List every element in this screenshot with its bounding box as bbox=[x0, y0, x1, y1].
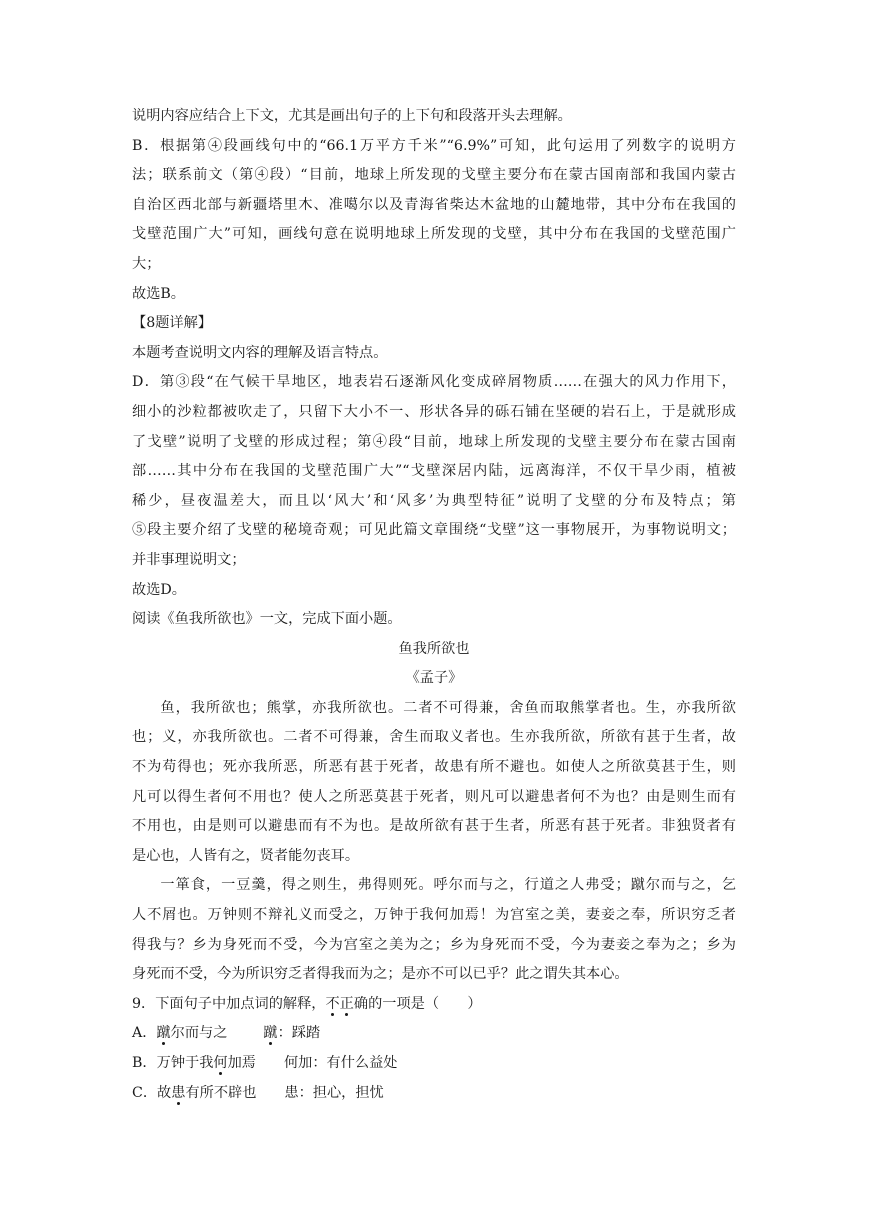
passage-line: 一箪食，一豆羹，得之则生，弗得则死。呼尔而与之，行道之人弗受；蹴尔而与之，乞 bbox=[160, 877, 736, 894]
passage-line: 得我与？乡为身死而不受，今为宫室之美为之；乡为身死而不受，今为妻妾之奉为之；乡为 bbox=[132, 936, 736, 953]
paragraph-line: 戈壁范围广大”可知，画线句意在说明地球上所发现的戈壁，其中分布在我国的戈壁范围广 bbox=[132, 226, 736, 243]
paragraph-line: 大； bbox=[132, 255, 161, 272]
q9-stem-after: 确的一项是（ ） bbox=[353, 995, 482, 1012]
option-a-meaning: ：踩踏 bbox=[277, 1025, 321, 1042]
option-b-phrase-1: 万钟于我 bbox=[156, 1055, 214, 1071]
paragraph-line: 说明内容应结合上下文，尤其是画出句子的上下句和段落开头去理解。 bbox=[132, 108, 572, 124]
option-b-dotted: 何 bbox=[213, 1055, 228, 1071]
paragraph-line: 细小的沙粒都被吹走了，只留下大小不一、形状各异的砾石铺在坚硬的岩石上，于是就形成 bbox=[132, 403, 736, 420]
passage-line: 不用也，由是则可以避患而有不为也。是故所欲有甚于生者，所恶有甚于死者。非独贤者有 bbox=[132, 818, 736, 835]
q9-stem-dotted-2: 正 bbox=[339, 995, 354, 1012]
reading-instruction: 阅读《鱼我所欲也》一文，完成下面小题。 bbox=[132, 611, 402, 628]
paragraph-line: B．根据第④段画线句中的“66.1万平方千米”“6.9%”可知，此句运用了列数字的说明方 bbox=[132, 137, 736, 154]
passage-line: 也；义，亦我所欲也。二者不可得兼，舍生而取义者也。生亦我所欲，所欲有甚于生者，故 bbox=[132, 729, 736, 746]
paragraph-line: 法；联系前文（第④段）“目前，地球上所发现的戈壁主要分布在蒙古国南部和我国内蒙古 bbox=[132, 167, 736, 184]
paragraph-line: ⑤段主要介绍了戈壁的秘境奇观；可见此篇文章围绕“戈壁”这一事物展开，为事物说明文； bbox=[132, 522, 736, 539]
paragraph-line: 自治区西北部与新疆塔里木、准噶尔以及青海省柴达木盆地的山麓地带，其中分布在我国的 bbox=[132, 196, 736, 213]
option-b-phrase-2: 加焉 bbox=[227, 1055, 256, 1071]
paragraph-line: D．第③段“在气候干旱地区，地表岩石逐渐风化变成碎屑物质……在强大的风力作用下， bbox=[132, 374, 736, 391]
option-c-phrase-1: 故 bbox=[157, 1084, 172, 1101]
answer-line: 故选D。 bbox=[132, 581, 186, 598]
passage-author: 《孟子》 bbox=[405, 670, 463, 687]
passage-line: 凡可以得生者何不用也？使人之所恶莫甚于死者，则凡可以避患者何不为也？由是则生而有 bbox=[132, 788, 736, 805]
q9-stem-dotted-1: 不 bbox=[325, 995, 340, 1012]
question-9-stem bbox=[132, 990, 736, 1020]
paragraph-line: 了戈壁”说明了戈壁的形成过程；第④段“目前，地球上所发现的戈壁主要分布在蒙古国南 bbox=[132, 433, 736, 450]
option-a-phrase: 尔而与之 bbox=[170, 1025, 228, 1042]
passage-line: 人不屑也。万钟则不辩礼义而受之，万钟于我何加焉！为宫室之美，妻妾之奉，所识穷乏者 bbox=[132, 907, 736, 924]
option-a-label: A． bbox=[132, 1025, 157, 1042]
section-heading: 【8题详解】 bbox=[132, 315, 212, 332]
document-body bbox=[132, 102, 736, 1108]
passage-line: 身死而不受，今为所识穷乏者得我而为之；是亦不可以已乎？此之谓失其本心。 bbox=[132, 966, 629, 983]
option-c-explanation: 患：担心，担忧 bbox=[284, 1084, 384, 1101]
passage-line: 是心也，人皆有之，贤者能勿丧耳。 bbox=[132, 847, 360, 864]
option-a-term: 蹴 bbox=[263, 1025, 278, 1042]
paragraph-line: 并非事理说明文； bbox=[132, 551, 246, 568]
passage-title: 鱼我所欲也 bbox=[398, 640, 470, 657]
answer-line: 故选B。 bbox=[132, 285, 185, 302]
passage-line: 鱼，我所欲也；熊掌，亦我所欲也。二者不可得兼，舍鱼而取熊掌者也。生，亦我所欲 bbox=[160, 699, 736, 716]
paragraph-line: 稀少，昼夜温差大，而且以‘风大’和‘风多’为典型特征”说明了戈壁的分布及特点；第 bbox=[132, 492, 736, 509]
passage-line: 不为苟得也；死亦我所恶，所恶有甚于死者，故患有所不避也。如使人之所欲莫甚于生，则 bbox=[132, 759, 736, 776]
option-a-dotted: 蹴 bbox=[156, 1025, 171, 1042]
option-c-phrase-2: 有所不辟也 bbox=[185, 1084, 257, 1101]
paragraph-line: 部……其中分布在我国的戈壁范围广大”“戈壁深居内陆，远离海洋，不仅干旱少雨，植被 bbox=[132, 463, 736, 480]
option-c-dotted: 患 bbox=[171, 1084, 186, 1101]
q9-stem-before: 9．下面句子中加点词的解释， bbox=[132, 995, 326, 1012]
option-a bbox=[132, 1019, 736, 1049]
option-c-label: C． bbox=[132, 1084, 158, 1101]
option-b bbox=[132, 1049, 736, 1079]
option-b-explanation: 何加：有什么益处 bbox=[283, 1055, 398, 1071]
paragraph-line: 本题考查说明文内容的理解及语言特点。 bbox=[132, 344, 388, 361]
option-b-label: B． bbox=[132, 1055, 157, 1071]
option-c bbox=[132, 1079, 736, 1109]
